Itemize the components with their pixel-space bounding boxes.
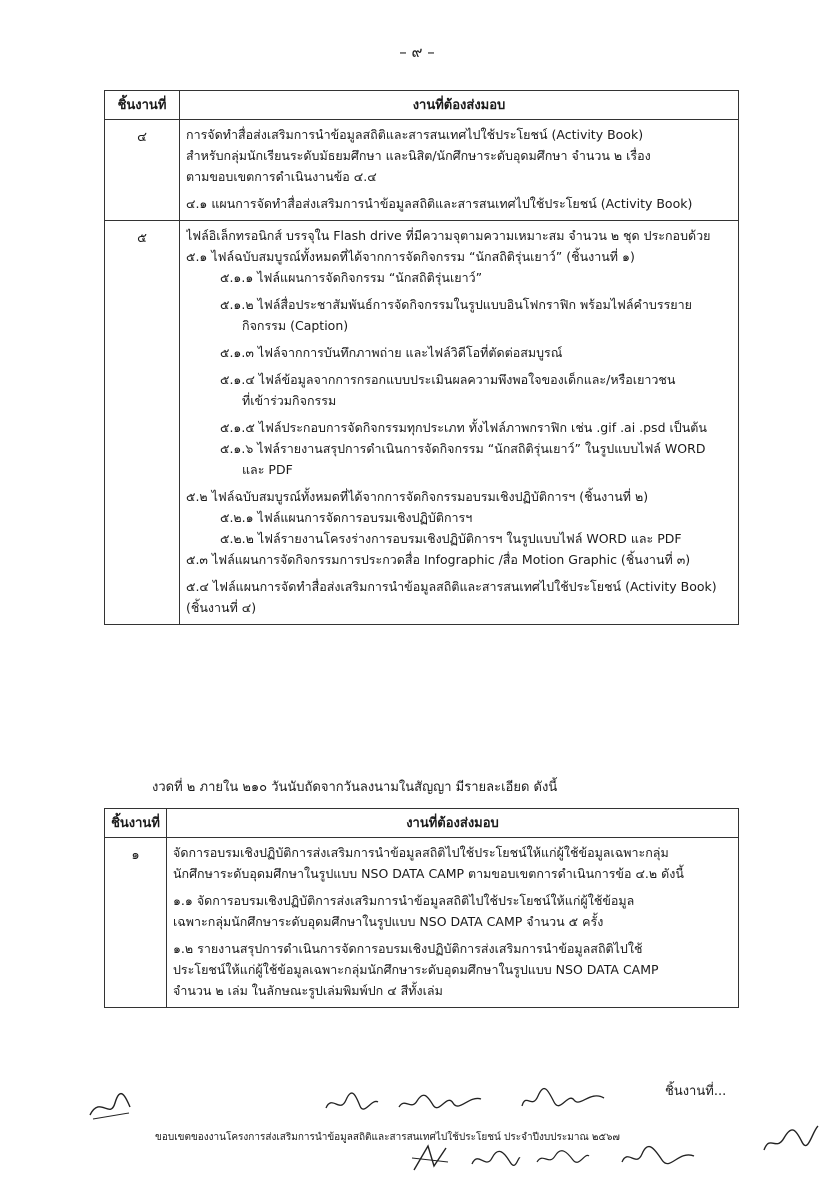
task-line: สำหรับกลุ่มนักเรียนระดับมัธยมศึกษา และนิสิต/นักศึกษาระดับอุดมศึกษา จำนวน ๒ เรื่อง — [186, 148, 651, 163]
task-line: ๑.๑ จัดการอบรมเชิงปฏิบัติการส่งเสริมการนำข้อมูลสถิติไปใช้ประโยชน์ให้แก่ผู้ใช้ข้อมูล — [173, 893, 635, 908]
task-line: ๕.๒.๒ ไฟล์รายงานโครงร่างการอบรมเชิงปฏิบัติการฯ ในรูปแบบไฟล์ WORD และ PDF — [220, 531, 682, 546]
signature-5 — [408, 1140, 453, 1176]
section-heading: งวดที่ ๒ ภายใน ๒๑๐ วันนับถัดจากวันลงนามในสัญญา มีรายละเอียด ดังนี้ — [152, 780, 558, 795]
header-task: งานที่ต้องส่งมอบ — [180, 91, 739, 120]
footer-note: ขอบเขตของงานโครงการส่งเสริมการนำข้อมูลสถิติและสารสนเทศไปใช้ประโยชน์ ประจำปีงบประมาณ ๒๕๖๗ — [155, 1132, 620, 1143]
deliverables-table-1 — [104, 90, 739, 625]
task-line: ๔.๑ แผนการจัดทำสื่อส่งเสริมการนำข้อมูลสถิติและสารสนเทศไปใช้ประโยชน์ (Activity Book) — [186, 196, 693, 211]
signature-3 — [395, 1085, 485, 1117]
page-number: – ๙ – — [399, 43, 435, 61]
task-cell — [167, 838, 739, 1008]
item-number: ๔ — [105, 120, 180, 221]
task-line: กิจกรรม (Caption) — [242, 318, 349, 333]
task-line: เฉพาะกลุ่มนักศึกษาระดับอุดมศึกษาในรูปแบบ NSO DATA CAMP จำนวน ๕ ครั้ง — [173, 914, 604, 929]
table-header-row — [105, 91, 739, 120]
next-page-label: ชิ้นงานที่... — [665, 1084, 727, 1099]
table-row — [105, 838, 739, 1008]
signature-8 — [618, 1142, 698, 1172]
task-line: ๕.๑.๓ ไฟล์จากการบันทึกภาพถ่าย และไฟล์วิดีโอที่ตัดต่อสมบูรณ์ — [220, 345, 563, 360]
task-line: ๕.๑.๔ ไฟล์ข้อมูลจากการกรอกแบบประเมินผลความพึงพอใจของเด็กและ/หรือเยาวชน — [220, 372, 676, 387]
task-line: ๕.๒ ไฟล์ฉบับสมบูรณ์ทั้งหมดที่ได้จากการจัดกิจกรรมอบรมเชิงปฏิบัติการฯ (ชิ้นงานที่ ๒) — [186, 489, 649, 504]
task-line: นักศึกษาระดับอุดมศึกษาในรูปแบบ NSO DATA CAMP ตามขอบเขตการดำเนินการข้อ ๔.๒ ดังนี้ — [173, 866, 684, 881]
task-line: จัดการอบรมเชิงปฏิบัติการส่งเสริมการนำข้อมูลสถิติไปใช้ประโยชน์ให้แก่ผู้ใช้ข้อมูลเฉพาะกลุ่ม — [173, 845, 669, 860]
signature-1 — [85, 1085, 135, 1125]
header-item: ชิ้นงานที่ — [105, 809, 167, 838]
task-line: ๕.๒.๑ ไฟล์แผนการจัดการอบรมเชิงปฏิบัติการฯ — [220, 510, 473, 525]
task-cell — [180, 221, 739, 625]
task-line: ๑.๒ รายงานสรุปการดำเนินการจัดการอบรมเชิงปฏิบัติการส่งเสริมการนำข้อมูลสถิติไปใช้ — [173, 941, 643, 956]
task-line: ๕.๑ ไฟล์ฉบับสมบูรณ์ทั้งหมดที่ได้จากการจัดกิจกรรม “นักสถิติรุ่นเยาว์” (ชิ้นงานที่ ๑) — [186, 249, 635, 264]
table-row — [105, 221, 739, 625]
task-line: จำนวน ๒ เล่ม ในลักษณะรูปเล่มพิมพ์ปก ๔ สีทั้งเล่ม — [173, 983, 443, 998]
signature-6 — [468, 1146, 523, 1172]
task-line: ๕.๑.๖ ไฟล์รายงานสรุปการดำเนินการจัดกิจกรรม “นักสถิติรุ่นเยาว์” ในรูปแบบไฟล์ WORD — [220, 441, 706, 456]
task-line: ๕.๔ ไฟล์แผนการจัดทำสื่อส่งเสริมการนำข้อมูลสถิติและสารสนเทศไปใช้ประโยชน์ (Activity Book) — [186, 579, 717, 594]
item-number: ๑ — [105, 838, 167, 1008]
header-item: ชิ้นงานที่ — [105, 91, 180, 120]
signature-9 — [760, 1118, 820, 1158]
task-line: การจัดทำสื่อส่งเสริมการนำข้อมูลสถิติและสารสนเทศไปใช้ประโยชน์ (Activity Book) — [186, 127, 644, 142]
deliverables-table-2 — [104, 808, 739, 1008]
task-line: ไฟล์อิเล็กทรอนิกส์ บรรจุใน Flash drive ที่มีความจุตามความเหมาะสม จำนวน ๒ ชุด ประกอบด้วย — [186, 228, 711, 243]
task-line: ที่เข้าร่วมกิจกรรม — [242, 393, 337, 408]
header-task: งานที่ต้องส่งมอบ — [167, 809, 739, 838]
task-line: (ชิ้นงานที่ ๔) — [186, 600, 257, 615]
task-line: ๕.๑.๕ ไฟล์ประกอบการจัดกิจกรรมทุกประเภท ทั้งไฟล์ภาพกราฟิก เช่น .gif .ai .psd เป็นต้น — [220, 420, 707, 435]
task-line: ตามขอบเขตการดำเนินงานข้อ ๔.๔ — [186, 169, 377, 184]
task-line: และ PDF — [242, 462, 293, 477]
task-cell — [180, 120, 739, 221]
table-row — [105, 120, 739, 221]
signature-4 — [518, 1082, 608, 1114]
task-line: ๕.๓ ไฟล์แผนการจัดกิจกรรมการประกวดสื่อ Infographic /สื่อ Motion Graphic (ชิ้นงานที่ ๓) — [186, 552, 691, 567]
signature-2 — [322, 1088, 382, 1118]
task-line: ๕.๑.๑ ไฟล์แผนการจัดกิจกรรม “นักสถิติรุ่นเยาว์” — [220, 270, 483, 285]
task-line: ประโยชน์ให้แก่ผู้ใช้ข้อมูลเฉพาะกลุ่มนักศึกษาระดับอุดมศึกษาในรูปแบบ NSO DATA CAMP — [173, 962, 659, 977]
table-header-row — [105, 809, 739, 838]
signature-7 — [533, 1144, 593, 1170]
task-line: ๕.๑.๒ ไฟล์สื่อประชาสัมพันธ์การจัดกิจกรรมในรูปแบบอินโฟกราฟิก พร้อมไฟล์คำบรรยาย — [220, 297, 692, 312]
item-number: ๕ — [105, 221, 180, 625]
